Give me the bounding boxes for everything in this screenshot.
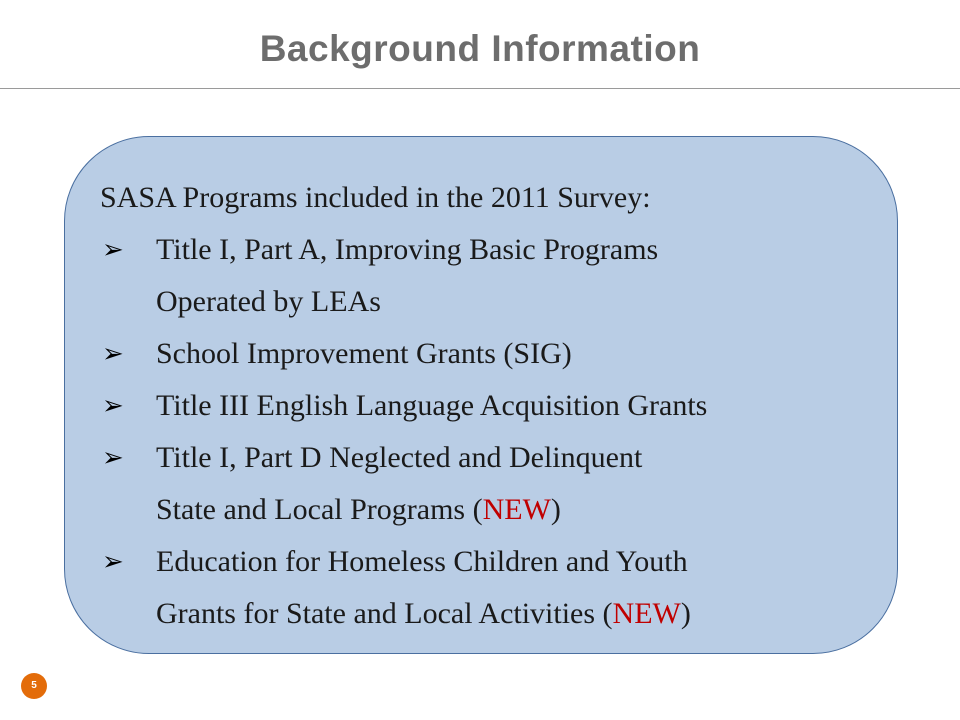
slide-title: Background Information	[259, 28, 701, 69]
arrowhead-bullet-icon: ➢	[102, 339, 124, 369]
arrowhead-bullet-icon: ➢	[102, 443, 124, 473]
arrowhead-bullet-icon: ➢	[102, 547, 124, 577]
arrowhead-bullet-icon: ➢	[102, 391, 124, 421]
slide-number-badge: 5	[21, 673, 47, 699]
closing-paren: )	[550, 493, 561, 526]
list-item-text: Operated by LEAs	[156, 285, 381, 318]
new-label: NEW	[482, 493, 551, 526]
list-item-text: Grants for State and Local Activities (	[156, 597, 613, 630]
list-item-text: Title I, Part D Neglected and Delinquent	[156, 441, 643, 474]
list-item-text: State and Local Programs (	[156, 493, 483, 526]
title-divider	[0, 88, 960, 89]
closing-paren: )	[680, 597, 691, 630]
list-item	[100, 380, 707, 432]
program-list	[100, 224, 707, 640]
list-item-text: School Improvement Grants (SIG)	[156, 337, 572, 370]
new-label: NEW	[612, 597, 681, 630]
list-item	[100, 536, 707, 640]
list-item-text: Title III English Language Acquisition Grants	[156, 389, 708, 422]
list-item	[100, 432, 707, 536]
intro-text: SASA Programs included in the 2011 Survey:	[100, 181, 651, 214]
list-item-text: Title I, Part A, Improving Basic Programs	[156, 233, 659, 266]
list-item-text: Education for Homeless Children and Youth	[156, 545, 688, 578]
list-item	[100, 328, 707, 380]
arrowhead-bullet-icon: ➢	[102, 235, 124, 265]
list-item	[100, 224, 707, 328]
